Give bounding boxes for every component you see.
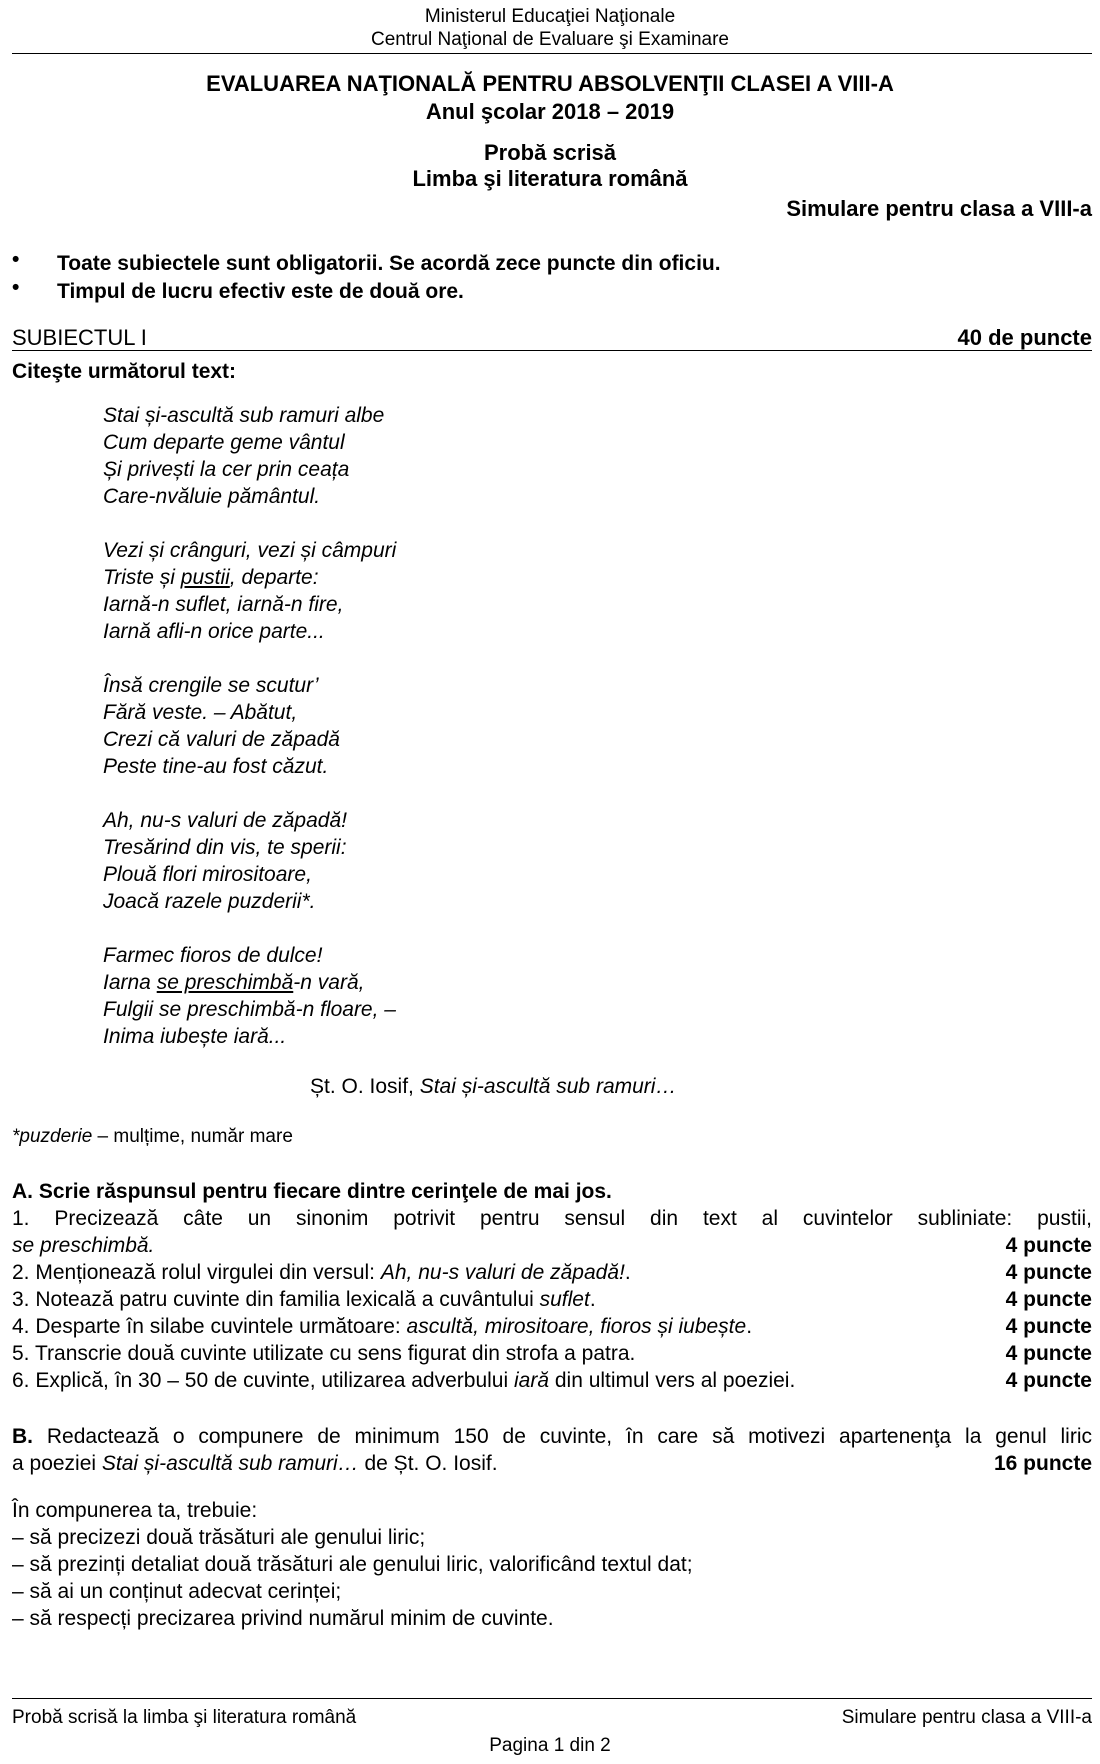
poem-line: Fără veste. – Abătut, bbox=[103, 701, 298, 724]
question-2: 2. Menționează rolul virgulei din versul: Ah, nu-s valuri de zăpadă!. 4 puncte bbox=[12, 1261, 1092, 1284]
question-6: 6. Explică, în 30 – 50 de cuvinte, utilizarea adverbului iară din ultimul vers al poeziei. 4 puncte bbox=[12, 1369, 1092, 1392]
question-4: 4. Desparte în silabe cuvintele următoare: ascultă, mirositoare, fioros și iubește. 4 puncte bbox=[12, 1315, 1092, 1338]
poem-line: Inima iubește iară... bbox=[103, 1025, 287, 1048]
footer-rule bbox=[12, 1698, 1092, 1699]
points-label: 4 puncte bbox=[1005, 1261, 1092, 1284]
poem-line: Farmec fioros de dulce! bbox=[103, 944, 323, 967]
underlined-word: se preschimbă bbox=[156, 971, 294, 994]
instruction-1: Toate subiectele sunt obligatorii. Se acordă zece puncte din oficiu. bbox=[57, 252, 721, 275]
footnote: *puzderie – mulțime, număr mare bbox=[12, 1126, 293, 1147]
requirement-item: – să precizezi două trăsături ale genului liric; bbox=[12, 1526, 426, 1549]
subject-label: Limba şi literatura română bbox=[412, 166, 688, 191]
question-5: 5. Transcrie două cuvinte utilizate cu sens figurat din strofa a patra. 4 puncte bbox=[12, 1342, 1092, 1365]
poem-line: Care-nvăluie pământul. bbox=[103, 485, 321, 508]
requirement-item: – să prezinți detaliat două trăsături ale genului liric, valorificând textul dat; bbox=[12, 1553, 693, 1576]
poem-line: Peste tine-au fost căzut. bbox=[103, 755, 329, 778]
poem-line: Iarnă-n suflet, iarnă-n fire, bbox=[103, 593, 344, 616]
points-label: 4 puncte bbox=[1005, 1369, 1092, 1392]
bullet-icon: • bbox=[12, 248, 20, 271]
exam-title: EVALUAREA NAŢIONALĂ PENTRU ABSOLVENŢII CLASEI A VIII-A bbox=[206, 71, 894, 96]
header-rule bbox=[12, 53, 1092, 54]
poem-line: Stai și-ascultă sub ramuri albe bbox=[103, 404, 385, 427]
simulare-label: Simulare pentru clasa a VIII-a bbox=[786, 196, 1092, 221]
underlined-word: pustii bbox=[180, 566, 230, 589]
requirement-item: – să ai un conținut adecvat cerinței; bbox=[12, 1580, 342, 1603]
part-b-line2: a poeziei Stai și-ascultă sub ramuri… de Șt. O. Iosif. 16 puncte bbox=[12, 1452, 1092, 1475]
subiect-points: 40 de puncte bbox=[957, 325, 1092, 350]
poem-line: Și privești la cer prin ceața bbox=[103, 458, 350, 481]
poem-line: Joacă razele puzderii*. bbox=[103, 890, 316, 913]
question-3: 3. Notează patru cuvinte din familia lexicală a cuvântului suflet. 4 puncte bbox=[12, 1288, 1092, 1311]
footer-left: Probă scrisă la limba şi literatura română bbox=[12, 1707, 357, 1728]
center-header: Centrul Naţional de Evaluare şi Examinare bbox=[370, 29, 729, 50]
points-label: 16 puncte bbox=[993, 1452, 1092, 1475]
points-label: 4 puncte bbox=[1005, 1342, 1092, 1365]
poem-line: Triste și pustii, departe: bbox=[103, 566, 319, 589]
poem-line: Iarnă afli-n orice parte... bbox=[103, 620, 325, 643]
poem-source: Șt. O. Iosif, Stai și-ascultă sub ramuri… bbox=[310, 1075, 677, 1098]
part-a-heading: A. Scrie răspunsul pentru fiecare dintre cerinţele de mai jos. bbox=[12, 1180, 612, 1203]
poem-line: Cum departe geme vântul bbox=[103, 431, 345, 454]
read-instruction: Citeşte următorul text: bbox=[12, 360, 237, 383]
ministry-header: Ministerul Educaţiei Naţionale bbox=[424, 6, 676, 27]
bullet-icon: • bbox=[12, 276, 20, 299]
poem-line: Ah, nu-s valuri de zăpadă! bbox=[103, 809, 347, 832]
poem-line: Plouă flori mirositoare, bbox=[103, 863, 312, 886]
proba-label: Probă scrisă bbox=[483, 140, 617, 165]
school-year: Anul şcolar 2018 – 2019 bbox=[425, 99, 675, 124]
subiect-rule bbox=[12, 350, 1092, 351]
part-b-line1: B. Redactează o compunere de minimum 150 de cuvinte, în care să motivezi apartenenţa la genul liric bbox=[12, 1425, 1092, 1448]
points-label: 4 puncte bbox=[1005, 1234, 1092, 1257]
poem-line: Crezi că valuri de zăpadă bbox=[103, 728, 340, 751]
subiect-label: SUBIECTUL I bbox=[12, 325, 147, 350]
points-label: 4 puncte bbox=[1005, 1288, 1092, 1311]
poem-line: Însă crengile se scutur’ bbox=[103, 674, 319, 697]
requirement-item: – să respecți precizarea privind numărul minim de cuvinte. bbox=[12, 1607, 554, 1630]
page-number: Pagina 1 din 2 bbox=[489, 1735, 611, 1756]
instruction-2: Timpul de lucru efectiv este de două ore. bbox=[57, 280, 464, 303]
question-1-line1: 1. Precizează câte un sinonim potrivit pentru sensul din text al cuvintelor subliniate: pustii, bbox=[12, 1207, 1092, 1230]
poem-line: Fulgii se preschimbă-n floare, – bbox=[103, 998, 396, 1021]
footer-right: Simulare pentru clasa a VIII-a bbox=[841, 1707, 1092, 1728]
question-1: se preschimbă. 4 puncte bbox=[12, 1234, 1092, 1257]
poem-line: Vezi și crânguri, vezi și câmpuri bbox=[103, 539, 397, 562]
poem-line: Tresărind din vis, te sperii: bbox=[103, 836, 347, 859]
part-b-intro: În compunerea ta, trebuie: bbox=[12, 1499, 258, 1522]
points-label: 4 puncte bbox=[1005, 1315, 1092, 1338]
poem-line: Iarna se preschimbă-n vară, bbox=[103, 971, 365, 994]
